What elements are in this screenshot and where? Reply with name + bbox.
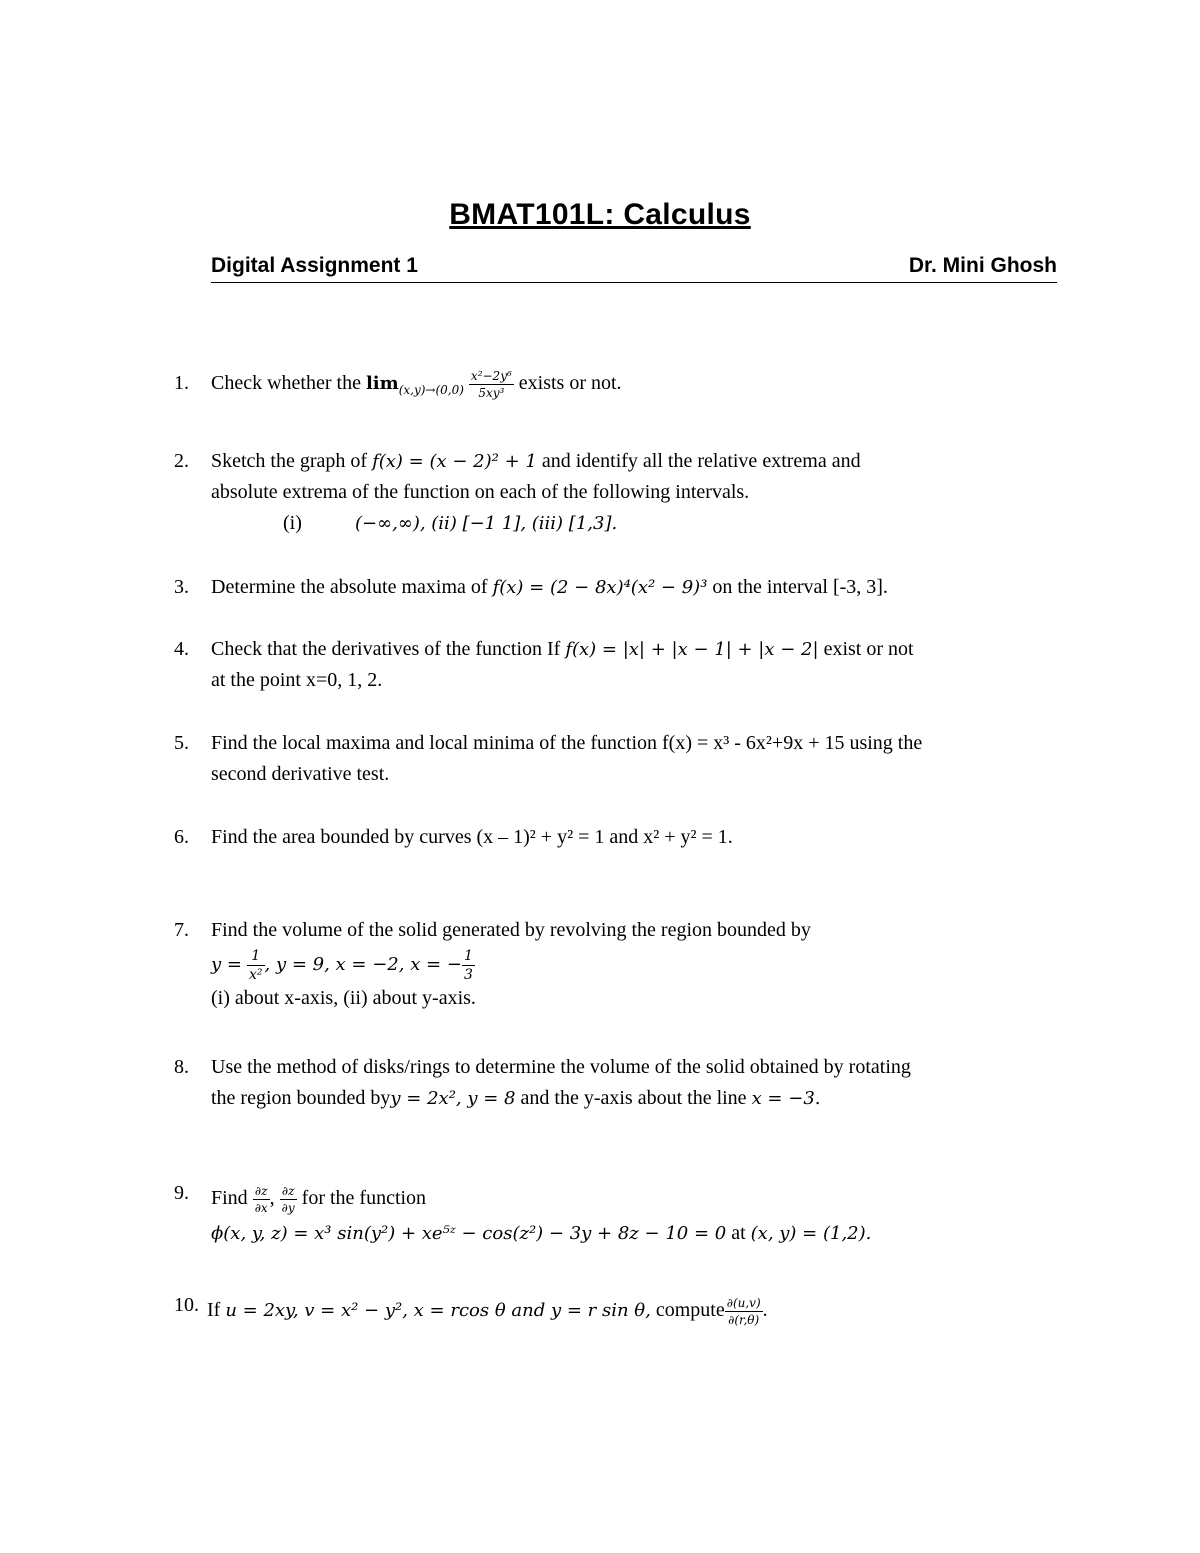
question-text: Find the area bounded by curves (x – 1)² + y² = 1 and x² + y² = 1. xyxy=(211,826,733,848)
question-text: (i) about x-axis, (ii) about y-axis. xyxy=(211,987,476,1009)
question-text: Find xyxy=(211,1187,248,1209)
question-number: 7. xyxy=(174,919,189,941)
limit-fraction xyxy=(469,370,514,399)
fraction-denominator: x² xyxy=(248,966,263,983)
math-expression: , y = 9, x = −2, x = − xyxy=(264,954,462,975)
question-text: Check that the derivatives of the function If xyxy=(211,638,561,660)
fraction-denominator: 3 xyxy=(463,966,473,983)
question-number: 9. xyxy=(174,1182,189,1204)
math-expression: f(x) = (x − 2)² + 1 xyxy=(372,451,537,472)
math-expression: u = 2xy, v = x² − y², x = rcos θ and y = r sin θ, xyxy=(225,1300,651,1321)
question-number: 8. xyxy=(174,1056,189,1078)
question-text: compute xyxy=(655,1299,725,1321)
question-number: 3. xyxy=(174,576,189,598)
fraction-numerator: 1 xyxy=(247,949,265,966)
question-text: If xyxy=(207,1299,221,1321)
subheader xyxy=(211,254,1057,283)
page: BMAT101L: Calculus Digital Assignment 1 Dr. Mini Ghosh 1. Check whether the $\lim_{(x,y)\to(0,0)}$ $\frac{\text{x²−2y⁶}}{\text{5xy³}}$ exists or not. 2. Sketch the graph of f(x) = (x − 2)² + 1 and identify all the relative extrema and absolute extrema of the function on each of the following intervals. (i) (−∞,∞), (ii) [−1 1], (iii) [1,3]. 3. Determine the absolute maxima of f(x) = (2 − 8x)⁴(x² − 9)³ on the interval [-3, 3]. 4. Check that the derivatives of the function If f(x) = |x| + |x − 1| + |x − 2| exist or not at the point x=0, 1, 2. 5. Find the local maxima and local minima of the function f(x) = x³ - 6x²+9x + 15 using the second derivative test. 6. Find the area bounded by curves (x – 1)² + y² = 1 and x² + y² = 1. 7. Find the volume of the solid generated by revolving the region bounded by y = $\frac{1}{\text{x²}}$ , y = 9, x = −2, x = − $\frac{1}{3}$ (i) about x-axis, (ii) about y-axis. 8. Use the method of disks/rings to determine the volume of the solid obtained by rotating the region bounded byy = 2x², y = 8 and the y-axis about the line x = −3. 9. Find $\frac{\partial z}{\partial x}$ , $\frac{\partial z}{\partial y}$ for the function ϕ(x, y, z) = x³ sin(y²) + xe⁵ᶻ − cos(z²) − 3y + 8z − 10 = 0 at (x, y) = (1,2). 10. If u = 2xy, v = x² − y², x = rcos θ and y = r sin θ, compute $\frac{\partial(u,v)}{\partial(r,\theta)}$ . xyxy=(0,0,1200,1553)
instructor-name: Dr. Mini Ghosh xyxy=(908,254,1057,277)
question-text: at the point x=0, 1, 2. xyxy=(211,669,383,691)
question-text: Check whether the xyxy=(211,372,361,394)
interval-label: (i) xyxy=(283,512,302,534)
assignment-label: Digital Assignment 1 xyxy=(211,254,418,277)
question-text: exists or not. xyxy=(518,372,622,394)
question-text: on the interval [-3, 3]. xyxy=(712,576,888,598)
limit-subscript: (x,y)→(0,0) xyxy=(398,383,464,397)
question-text: Sketch the graph of xyxy=(211,450,368,472)
math-expression: y = xyxy=(211,954,242,975)
question-text: absolute extrema of the function on each of the following intervals. xyxy=(211,481,750,503)
fraction-denominator: ∂(r,θ) xyxy=(728,1312,760,1327)
fraction xyxy=(247,949,265,982)
question-text: at xyxy=(731,1222,746,1244)
question-text: Use the method of disks/rings to determine the volume of the solid obtained by rotating xyxy=(211,1056,911,1078)
question-number: 2. xyxy=(174,450,189,472)
question-number: 5. xyxy=(174,732,189,754)
question-text: Find the local maxima and local minima of the function f(x) = x³ - 6x²+9x + 15 using the xyxy=(211,732,923,754)
fraction-numerator: ∂z xyxy=(253,1185,270,1200)
question-number: 4. xyxy=(174,638,189,660)
fraction-numerator: ∂z xyxy=(280,1185,297,1200)
fraction xyxy=(462,949,475,982)
question-number: 6. xyxy=(174,826,189,848)
question-text: and the y-axis about the line xyxy=(520,1087,747,1109)
math-expression: f(x) = |x| + |x − 1| + |x − 2| xyxy=(565,639,819,660)
math-expression: (x, y) = (1,2). xyxy=(750,1223,872,1244)
fraction xyxy=(253,1185,270,1214)
jacobian-fraction xyxy=(725,1297,763,1326)
fraction-numerator: 1 xyxy=(463,947,473,964)
fraction-denominator: ∂y xyxy=(281,1200,295,1215)
page-title: BMAT101L: Calculus xyxy=(449,198,751,231)
fraction-denominator: ∂x xyxy=(254,1200,268,1215)
math-expression: ϕ(x, y, z) = x³ sin(y²) + xe⁵ᶻ − cos(z²) − 3y + 8z − 10 = 0 xyxy=(211,1223,727,1244)
fraction-numerator: x²−2y⁶ xyxy=(470,368,512,383)
question-number: 10. xyxy=(174,1294,199,1316)
limit-operator: lim xyxy=(365,373,399,394)
question-text: and identify all the relative extrema and xyxy=(541,450,861,472)
math-expression: f(x) = (2 − 8x)⁴(x² − 9)³ xyxy=(492,577,708,598)
question-text: exist or not xyxy=(823,638,914,660)
fraction-numerator: ∂(u,v) xyxy=(726,1295,761,1310)
fraction-denominator: 5xy³ xyxy=(478,385,505,400)
question-text: Determine the absolute maxima of xyxy=(211,576,488,598)
question-text: second derivative test. xyxy=(211,763,390,785)
fraction xyxy=(280,1185,297,1214)
question-text: . xyxy=(762,1299,768,1321)
question-text: Find the volume of the solid generated by revolving the region bounded by xyxy=(211,919,811,941)
question-number: 1. xyxy=(174,372,189,394)
math-expression: x = −3. xyxy=(751,1088,821,1109)
question-text: the region bounded by xyxy=(211,1087,391,1109)
math-expression: (−∞,∞), (ii) [−1 1], (iii) [1,3]. xyxy=(355,513,618,534)
math-expression: y = 2x², y = 8 xyxy=(390,1088,516,1109)
question-text: for the function xyxy=(301,1187,427,1209)
